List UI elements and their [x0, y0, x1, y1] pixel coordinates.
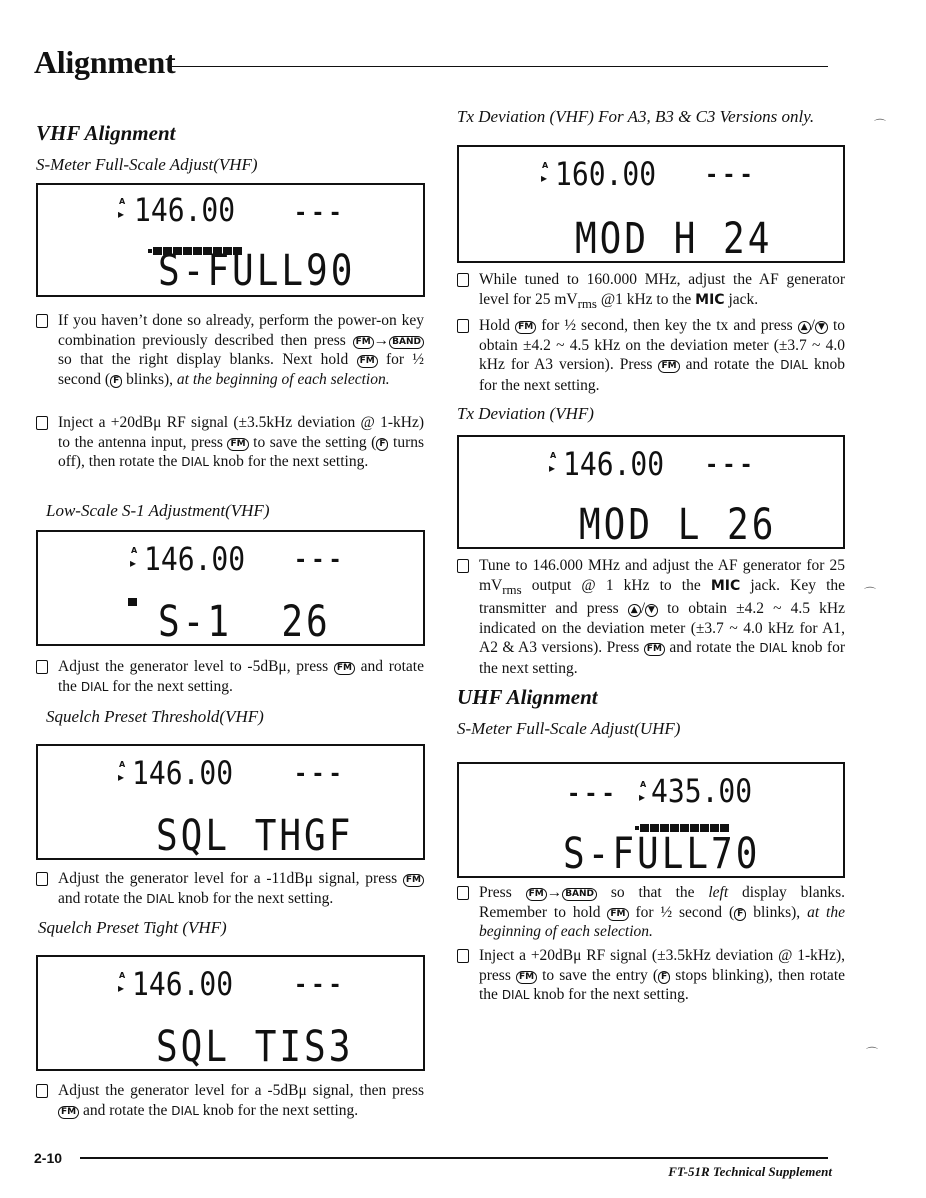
fm-key-icon: FM: [658, 360, 679, 373]
subheading-s-meter-uhf: S-Meter Full-Scale Adjust(UHF): [457, 719, 681, 738]
checkbox-icon: [36, 660, 48, 674]
checkbox-icon: [457, 949, 469, 963]
instruction-item: Inject a +20dBμ RF signal (±3.5kHz deviation @ 1-kHz) to the antenna input, press FM to save the setting ( F turns off), then rotate the DIAL knob for the next setting.: [36, 413, 424, 473]
lcd-frequency: 146.00: [134, 191, 236, 229]
lcd-s-full-uhf: [457, 762, 845, 878]
lcd-dashes: ---: [294, 201, 346, 226]
lcd-low-scale: [36, 530, 425, 646]
f-key-icon: F: [376, 438, 388, 451]
fm-key-icon: FM: [227, 438, 248, 451]
checkbox-icon: [36, 872, 48, 886]
fm-key-icon: FM: [58, 1106, 79, 1119]
fm-key-icon: FM: [516, 971, 537, 984]
lcd-frequency: 160.00: [555, 155, 657, 193]
fm-key-icon: FM: [644, 643, 665, 656]
instruction-item: Hold FM for ½ second, then key the tx and press ▲ / ▼ to obtain ±4.2 ~ 4.5 kHz on the deviation meter (±3.7 ~ 4.0 kHz for A3 version). Press FM and rotate the DIAL knob for the next setting.: [457, 316, 845, 395]
subheading-squelch-threshold: Squelch Preset Threshold(VHF): [46, 707, 264, 726]
margin-mark-icon: ⌒: [874, 118, 887, 132]
subheading-tx-deviation-a3: Tx Deviation (VHF) For A3, B3 & C3 Versions only.: [457, 107, 815, 126]
f-key-icon: F: [658, 971, 670, 984]
fm-key-icon: FM: [515, 321, 536, 334]
checkbox-icon: [457, 319, 469, 333]
instruction-item: While tuned to 160.000 MHz, adjust the AF generator level for 25 $mV_{rms}$ @1 kHz to the MIC jack.: [457, 270, 845, 313]
f-key-icon: F: [110, 375, 122, 388]
band-key-icon: BAND: [562, 888, 597, 901]
down-key-icon: ▼: [645, 604, 658, 617]
lcd-main-text: SQL THGF: [156, 812, 354, 861]
instruction-item: Inject a +20dBμ RF signal (±3.5kHz deviation @ 1-kHz), press FM to save the entry ( F stops blinking), then rotate the DIAL knob for the next setting.: [457, 946, 845, 1006]
checkbox-icon: [457, 559, 469, 573]
pointer-icon: A ▸: [541, 161, 549, 185]
down-key-icon: ▼: [815, 321, 828, 334]
fm-key-icon: FM: [403, 874, 424, 887]
band-key-icon: BAND: [389, 336, 424, 349]
s-meter-bar-icon: [128, 598, 137, 606]
lcd-dashes: ---: [294, 973, 346, 998]
instruction-item: Tune to 146.000 MHz and adjust the AF generator for 25 $mV_{rms}$ output @ 1 kHz to the MIC jack. Key the transmitter and press ▲ / ▼ to obtain ±4.2 ~ 4.5 kHz indicated on the deviation meter (±3.7 ~ 4.0 kHz for A1, A2 & A3 versions). Press FM and rotate the DIAL knob for the next setting.: [457, 556, 845, 678]
lcd-dashes: ---: [294, 548, 346, 573]
pointer-icon: A ▸: [118, 760, 126, 784]
lcd-main-text: MOD H 24: [575, 215, 773, 264]
lcd-dashes: ---: [567, 782, 619, 807]
fm-key-icon: FM: [334, 662, 355, 675]
checkbox-icon: [36, 314, 48, 328]
lcd-squelch-threshold: [36, 744, 425, 860]
lcd-tx-deviation-a3: [457, 145, 845, 263]
section-heading-vhf: VHF Alignment: [36, 121, 176, 145]
page-title: Alignment: [34, 44, 176, 80]
instruction-item: Adjust the generator level for a -5dBμ signal, then press FM and rotate the DIAL knob for the next setting.: [36, 1081, 424, 1121]
lcd-tx-deviation: [457, 435, 845, 549]
lcd-frequency: 146.00: [144, 540, 246, 578]
lcd-dashes: ---: [705, 163, 757, 188]
page-number: 2-10: [34, 1150, 63, 1166]
checkbox-icon: [36, 1084, 48, 1098]
lcd-main-text: SQL TIS3: [156, 1023, 354, 1072]
fm-key-icon: FM: [526, 888, 547, 901]
pointer-icon: A ▸: [639, 780, 647, 804]
title-rule: [172, 66, 828, 67]
footer-rule: [80, 1157, 828, 1159]
subheading-squelch-tight: Squelch Preset Tight (VHF): [38, 918, 227, 937]
lcd-frequency: 435.00: [651, 772, 753, 810]
lcd-frequency: 146.00: [132, 754, 234, 792]
margin-mark-icon: ⌒: [866, 1046, 879, 1060]
document-title: FT-51R Technical Supplement: [668, 1164, 832, 1179]
subheading-tx-deviation: Tx Deviation (VHF): [457, 404, 594, 423]
pointer-icon: A ▸: [549, 451, 557, 475]
pointer-icon: A ▸: [118, 197, 126, 221]
subheading-s-meter-vhf: S-Meter Full-Scale Adjust(VHF): [36, 155, 258, 174]
lcd-frequency: 146.00: [563, 445, 665, 483]
up-key-icon: ▲: [798, 321, 811, 334]
up-key-icon: ▲: [628, 604, 641, 617]
pointer-icon: A ▸: [130, 546, 138, 570]
lcd-dashes: ---: [705, 453, 757, 478]
pointer-icon: A ▸: [118, 971, 126, 995]
lcd-main-text: MOD L 26: [579, 501, 777, 550]
checkbox-icon: [457, 273, 469, 287]
checkbox-icon: [457, 886, 469, 900]
section-heading-uhf: UHF Alignment: [457, 685, 598, 709]
margin-mark-icon: ⌒: [864, 586, 877, 600]
lcd-frequency: 146.00: [132, 965, 234, 1003]
fm-key-icon: FM: [353, 336, 374, 349]
lcd-squelch-tight: [36, 955, 425, 1071]
lcd-main-text: S-FULL70: [563, 830, 761, 879]
lcd-main-text: S-FULL90: [158, 247, 356, 296]
lcd-s-full-vhf: [36, 183, 425, 297]
lcd-dashes: ---: [294, 762, 346, 787]
fm-key-icon: FM: [357, 355, 378, 368]
instruction-item: Press FM → BAND so that the left display blanks. Remember to hold FM for ½ second ( F blinks), at the beginning of each selection.: [457, 883, 845, 942]
instruction-item: Adjust the generator level for a -11dBμ signal, press FM and rotate the DIAL knob for the next setting.: [36, 869, 424, 909]
instruction-item: Adjust the generator level to -5dBμ, press FM and rotate the DIAL for the next setting.: [36, 657, 424, 697]
instruction-item: If you haven’t done so already, perform the power-on key combination previously described then press FM → BAND so that the right display blanks. Next hold FM for ½ second ( F blinks), at the beginning of each selection.: [36, 311, 424, 389]
f-key-icon: F: [734, 908, 746, 921]
checkbox-icon: [36, 416, 48, 430]
fm-key-icon: FM: [607, 908, 628, 921]
subheading-low-scale: Low-Scale S-1 Adjustment(VHF): [46, 501, 270, 520]
lcd-main-text: S-1 26: [158, 598, 331, 647]
